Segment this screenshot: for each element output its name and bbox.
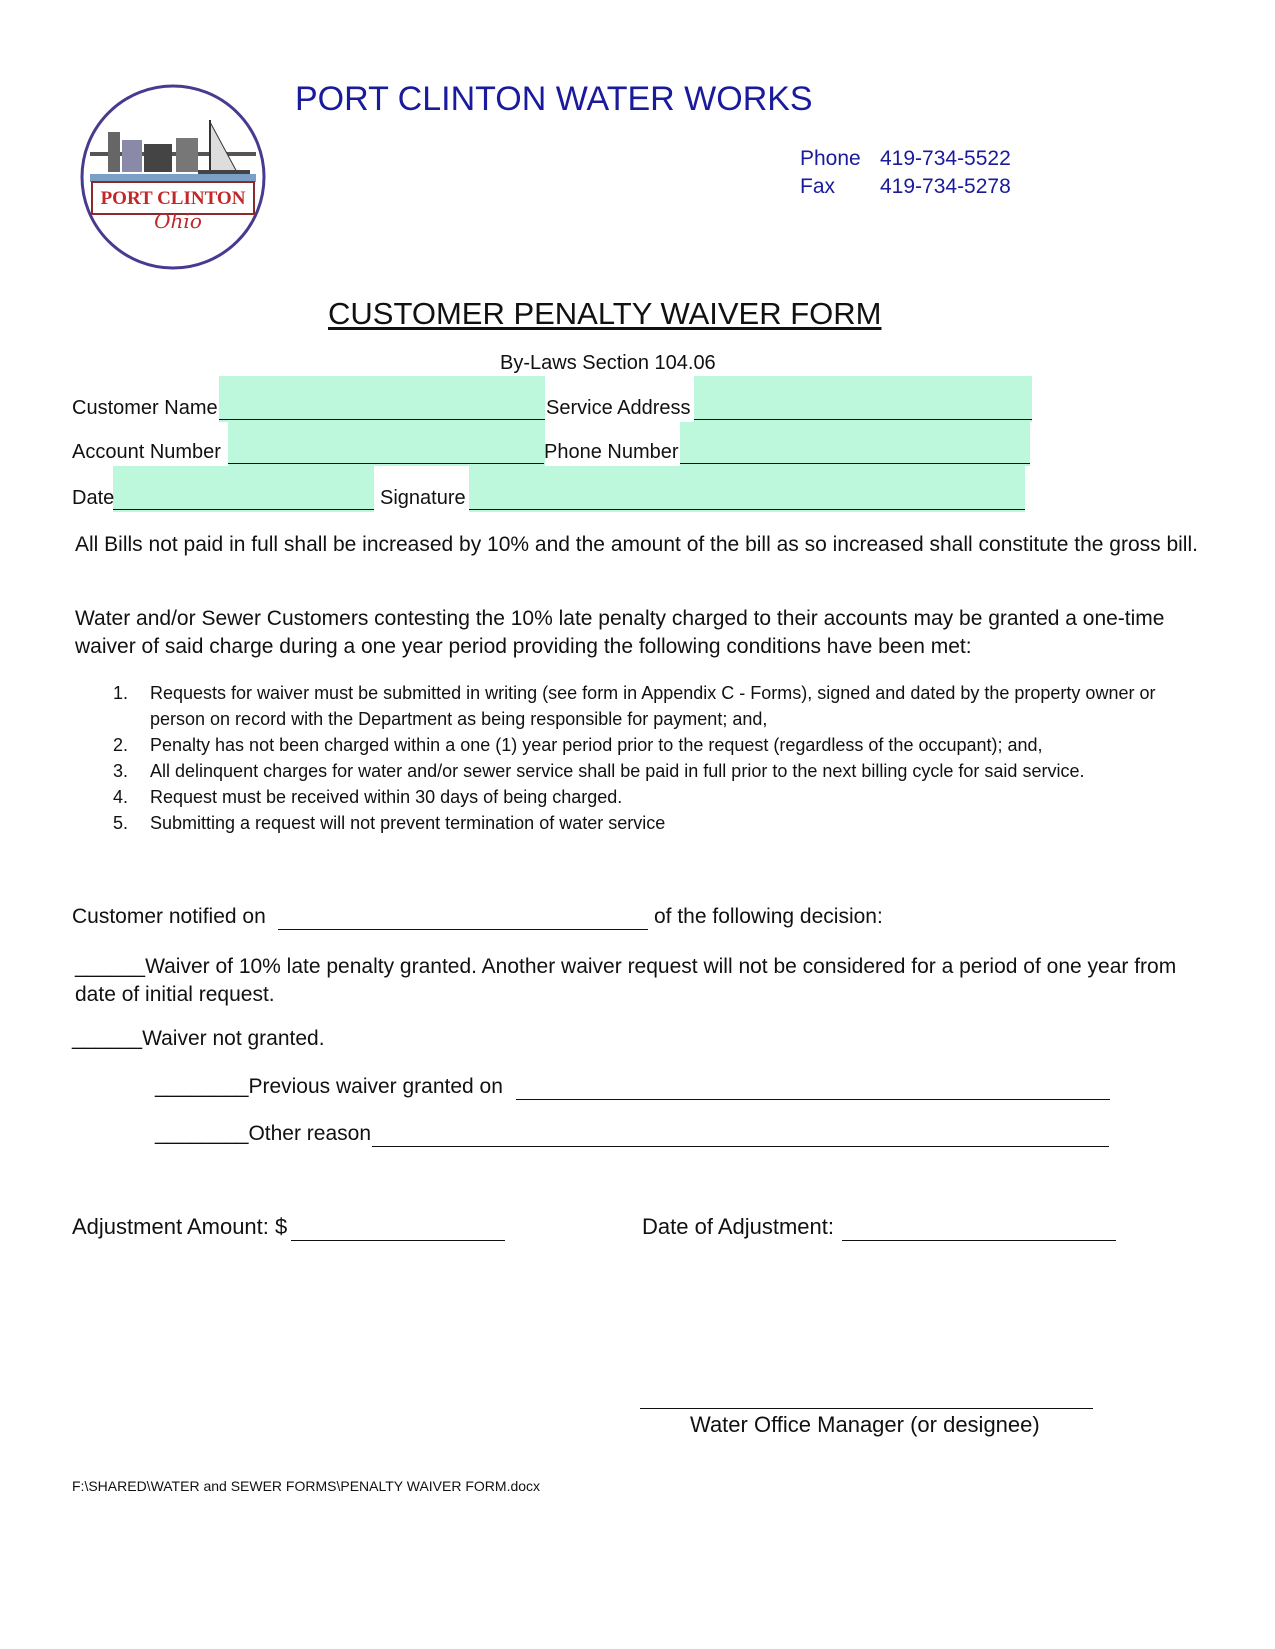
granted-text: Waiver of 10% late penalty granted. Another waiver request will not be considered for a period of one year from date of initial request. (75, 955, 1177, 1006)
customer-name-highlight (219, 376, 545, 422)
adjustment-date-field[interactable] (842, 1240, 1116, 1241)
list-item-number: 4. (113, 787, 129, 807)
adjustment-amount-label: Adjustment Amount: $ (72, 1214, 288, 1239)
service-address-highlight (694, 376, 1032, 422)
phone-number-highlight (680, 422, 1030, 466)
date-highlight (113, 466, 374, 512)
previous-waiver-option (155, 1075, 503, 1099)
list-item-number: 3. (113, 761, 129, 781)
adjustment-date-label: Date of Adjustment: (642, 1214, 834, 1239)
port-clinton-seal-icon (78, 82, 268, 272)
other-reason-blank[interactable]: ________ (155, 1122, 249, 1145)
file-path: F:\SHARED\WATER and SEWER FORMS\PENALTY WAIVER FORM.docx (72, 1478, 541, 1494)
phone-value: 419-734-5522 (880, 147, 1011, 170)
not-granted-blank[interactable]: ______ (72, 1027, 143, 1050)
list-item-text: Penalty has not been charged within a one (1) year period prior to the request (regardless of the occupant); and, (150, 735, 1043, 755)
list-item (75, 810, 1195, 836)
list-item-text: Submitting a request will not prevent termination of water service (150, 813, 666, 833)
service-address-field[interactable] (694, 419, 1032, 420)
logo-line2: Ohio (154, 209, 202, 233)
form-title: CUSTOMER PENALTY WAIVER FORM (328, 296, 882, 331)
list-item-number: 2. (113, 735, 129, 755)
logo-line1: PORT CLINTON (100, 188, 246, 209)
notified-prefix: Customer notified on (72, 905, 266, 928)
list-item-text: All delinquent charges for water and/or sewer service shall be paid in full prior to the next billing cycle for said service. (150, 761, 1085, 781)
list-item-text: Requests for waiver must be submitted in writing (see form in Appendix C - Forms), signed and dated by the property owner or person on record with the Department as being responsible for payment; and, (150, 683, 1156, 729)
customer-name-label: Customer Name (72, 397, 218, 419)
customer-name-field[interactable] (219, 419, 545, 420)
manager-label: Water Office Manager (or designee) (690, 1412, 1040, 1437)
signature-label: Signature (380, 487, 466, 509)
notified-suffix: of the following decision: (654, 905, 883, 928)
list-item (75, 680, 1195, 732)
policy-paragraph-1: All Bills not paid in full shall be increased by 10% and the amount of the bill as so increased shall constitute the gross bill. (75, 533, 1198, 556)
phone-label: Phone (800, 147, 861, 170)
date-label: Date (72, 487, 115, 509)
phone-number-field[interactable] (680, 463, 1030, 464)
signature-highlight (469, 466, 1025, 512)
granted-option (75, 953, 1205, 1009)
notified-date-field[interactable] (278, 929, 648, 930)
account-number-field[interactable] (228, 463, 544, 464)
logo (78, 82, 268, 272)
previous-waiver-text: Previous waiver granted on (248, 1075, 503, 1098)
granted-blank[interactable]: ______ (75, 955, 146, 978)
list-item-number: 5. (113, 813, 129, 833)
account-number-label: Account Number (72, 441, 221, 463)
list-item (75, 784, 1195, 810)
form-subtitle: By-Laws Section 104.06 (500, 352, 716, 374)
not-granted-option (72, 1027, 325, 1051)
phone-number-label: Phone Number (544, 441, 679, 463)
conditions-list (75, 680, 1195, 836)
other-reason-text: Other reason (248, 1122, 372, 1145)
manager-signature-line[interactable] (640, 1408, 1093, 1409)
org-name: PORT CLINTON WATER WORKS (295, 80, 813, 118)
other-reason-field[interactable] (372, 1146, 1109, 1147)
adjustment-amount-field[interactable] (291, 1240, 505, 1241)
list-item-text: Request must be received within 30 days of being charged. (150, 787, 623, 807)
policy-paragraph-2: Water and/or Sewer Customers contesting the 10% late penalty charged to their accounts may be granted a one-time waiver of said charge during a one year period providing the following conditions have been met: (75, 607, 1165, 658)
fax-value: 419-734-5278 (880, 175, 1011, 198)
not-granted-text: Waiver not granted. (142, 1027, 325, 1050)
list-item (75, 732, 1195, 758)
previous-waiver-date-field[interactable] (516, 1099, 1110, 1100)
account-number-highlight (228, 422, 545, 466)
date-field[interactable] (113, 509, 374, 510)
other-reason-option (155, 1122, 371, 1146)
signature-field[interactable] (469, 509, 1025, 510)
fax-label: Fax (800, 175, 836, 198)
service-address-label: Service Address (546, 397, 691, 419)
list-item (75, 758, 1195, 784)
list-item-number: 1. (113, 683, 129, 703)
previous-waiver-blank[interactable]: ________ (155, 1075, 249, 1098)
